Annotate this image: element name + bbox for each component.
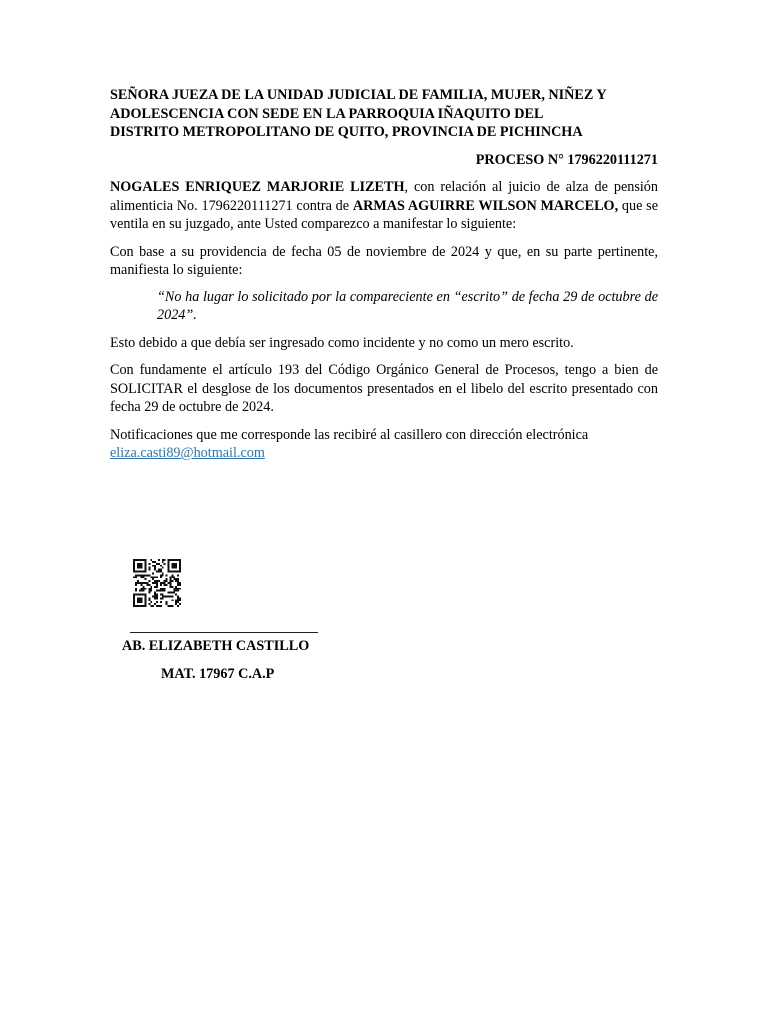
email-link[interactable]: eliza.casti89@hotmail.com xyxy=(110,445,265,461)
paragraph-providencia: Con base a su providencia de fecha 05 de noviembre de 2024 y que, en su parte pertinente, manifiesta lo siguiente: xyxy=(110,243,658,278)
qr-code-icon xyxy=(133,559,181,607)
intro-paragraph xyxy=(110,178,658,234)
quoted-ruling: “No ha lugar lo solicitado por la compareciente en “escrito” de fecha 29 de octubre de 2024”. xyxy=(157,288,658,323)
addressee-line-3: DISTRITO METROPOLITANO DE QUITO, PROVINCIA DE PICHINCHA xyxy=(110,124,583,140)
case-number: PROCESO N° 1796220111271 xyxy=(475,151,658,168)
defendant-name: ARMAS AGUIRRE WILSON MARCELO, xyxy=(352,197,619,214)
intro-text-1: , con relación al juicio de alza de pensión alimenticia No. 1796220111271 contra de xyxy=(110,179,658,214)
paragraph-notifications xyxy=(110,426,658,463)
signer-registration: MAT. 17967 C.A.P xyxy=(161,666,275,682)
notifications-text: Notificaciones que me corresponde las recibiré al casillero con dirección electrónica xyxy=(110,426,589,443)
document-body xyxy=(110,86,658,463)
intro-text-2: que se ventila en su juzgado, ante Usted comparezco a manifestar lo siguiente: xyxy=(110,197,659,232)
plaintiff-name: NOGALES ENRIQUEZ MARJORIE LIZETH xyxy=(110,179,405,195)
addressee xyxy=(110,86,658,142)
signer-name: AB. ELIZABETH CASTILLO xyxy=(122,638,310,654)
paragraph-request: Con fundamente el artículo 193 del Código Orgánico General de Procesos, tengo a bien de SOLICITAR el desglose de los documentos presentados en el libelo del escrito presentado con fecha 29 de octubre de 2024. xyxy=(110,362,658,415)
addressee-line-2: ADOLESCENCIA CON SEDE EN LA PARROQUIA IÑAQUITO DEL xyxy=(110,105,544,122)
addressee-line-1: SEÑORA JUEZA DE LA UNIDAD JUDICIAL DE FAMILIA, MUJER, NIÑEZ Y xyxy=(110,87,607,103)
signature-line xyxy=(130,632,318,633)
paragraph-reason: Esto debido a que debía ser ingresado como incidente y no como un mero escrito. xyxy=(110,334,574,351)
